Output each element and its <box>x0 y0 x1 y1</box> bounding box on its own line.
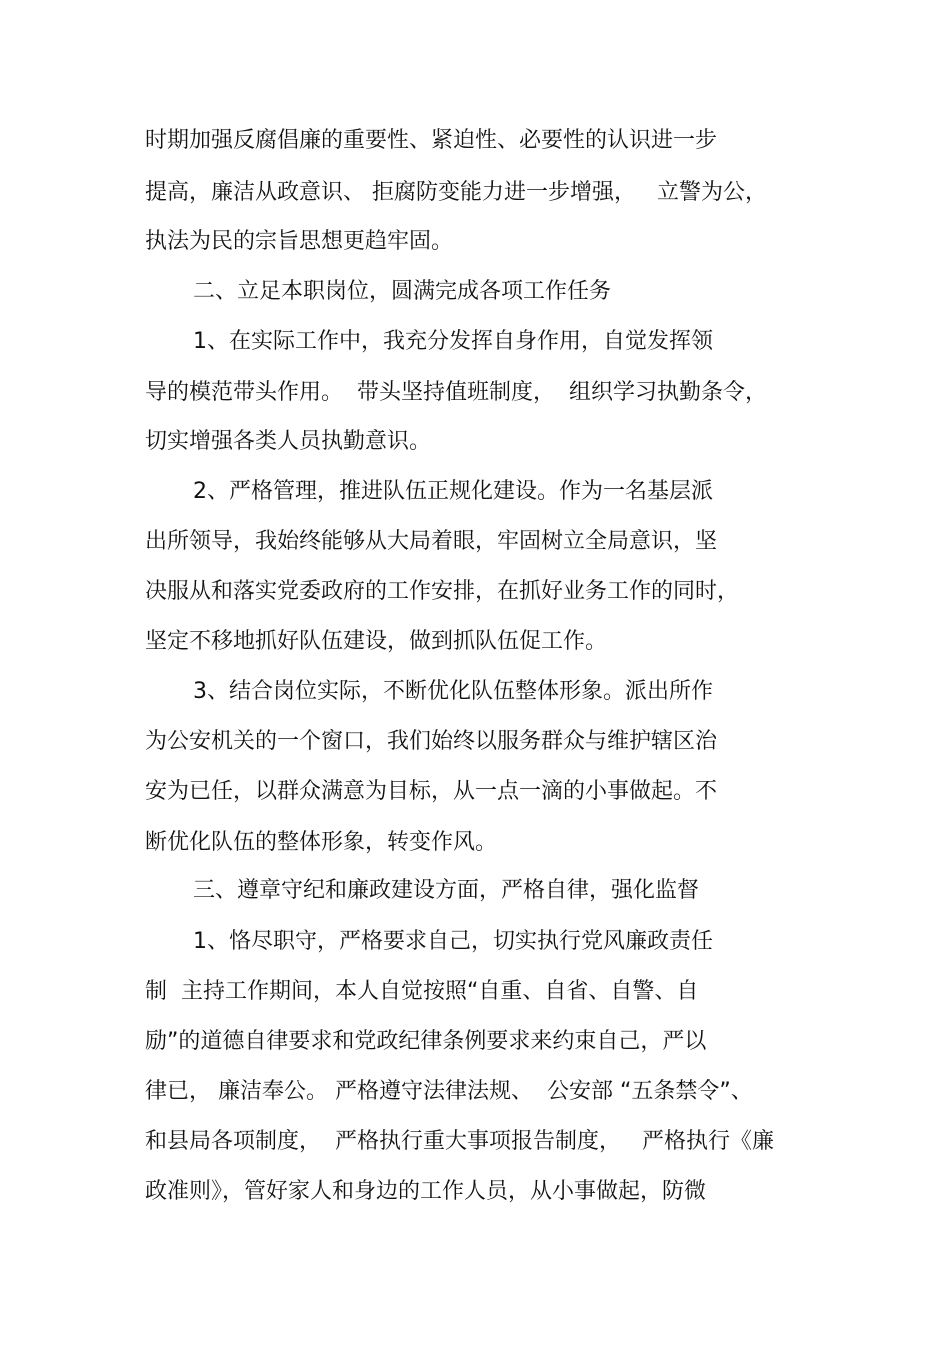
text-line: 执法为民的宗旨思想更趋牢固。 <box>145 229 454 254</box>
text-line: 断优化队伍的整体形象，转变作风。 <box>145 830 498 855</box>
text-line: 安为已任，以群众满意为目标，从一点一滴的小事做起。不 <box>145 779 718 804</box>
section-heading: 二、立足本职岗位，圆满完成各项工作任务 <box>193 279 612 304</box>
text-line: 1、在实际工作中，我充分发挥自身作用，自觉发挥领 <box>193 329 713 354</box>
text-line: 3、结合岗位实际，不断优化队伍整体形象。派出所作 <box>193 679 713 704</box>
text-line: 坚定不移地抓好队伍建设，做到抓队伍促工作。 <box>145 629 608 654</box>
text-line: 决服从和落实党委政府的工作安排，在抓好业务工作的同时， <box>145 579 740 604</box>
section-heading: 三、遵章守纪和廉政建设方面，严格自律，强化监督 <box>193 878 700 903</box>
text-line: 和县局各项制度， 严格执行重大事项报告制度， 严格执行《廉 <box>145 1129 774 1154</box>
text-line: 提高，廉洁从政意识、 拒腐防变能力进一步增强， 立警为公， <box>145 180 767 205</box>
text-line: 政准则》，管好家人和身边的工作人员，从小事做起，防微 <box>145 1179 707 1204</box>
text-line: 励”的道德自律要求和党政纪律条例要求来约束自己，严以 <box>145 1029 707 1054</box>
text-line: 2、严格管理，推进队伍正规化建设。作为一名基层派 <box>193 479 713 504</box>
text-line: 时期加强反腐倡廉的重要性、紧迫性、必要性的认识进一步 <box>145 128 718 153</box>
text-line: 制 主持工作期间，本人自觉按照“自重、自省、自警、自 <box>145 979 699 1004</box>
text-line: 出所领导，我始终能够从大局着眼，牢固树立全局意识，坚 <box>145 529 718 554</box>
text-line: 1、恪尽职守，严格要求自己，切实执行党风廉政责任 <box>193 929 713 954</box>
text-line: 为公安机关的一个窗口，我们始终以服务群众与维护辖区治 <box>145 729 718 754</box>
text-line: 导的模范带头作用。 带头坚持值班制度， 组织学习执勤条令， <box>145 380 767 405</box>
text-line: 律已， 廉洁奉公。 严格遵守法律法规、 公安部 “五条禁令”、 <box>145 1079 753 1104</box>
text-line: 切实增强各类人员执勤意识。 <box>145 429 432 454</box>
